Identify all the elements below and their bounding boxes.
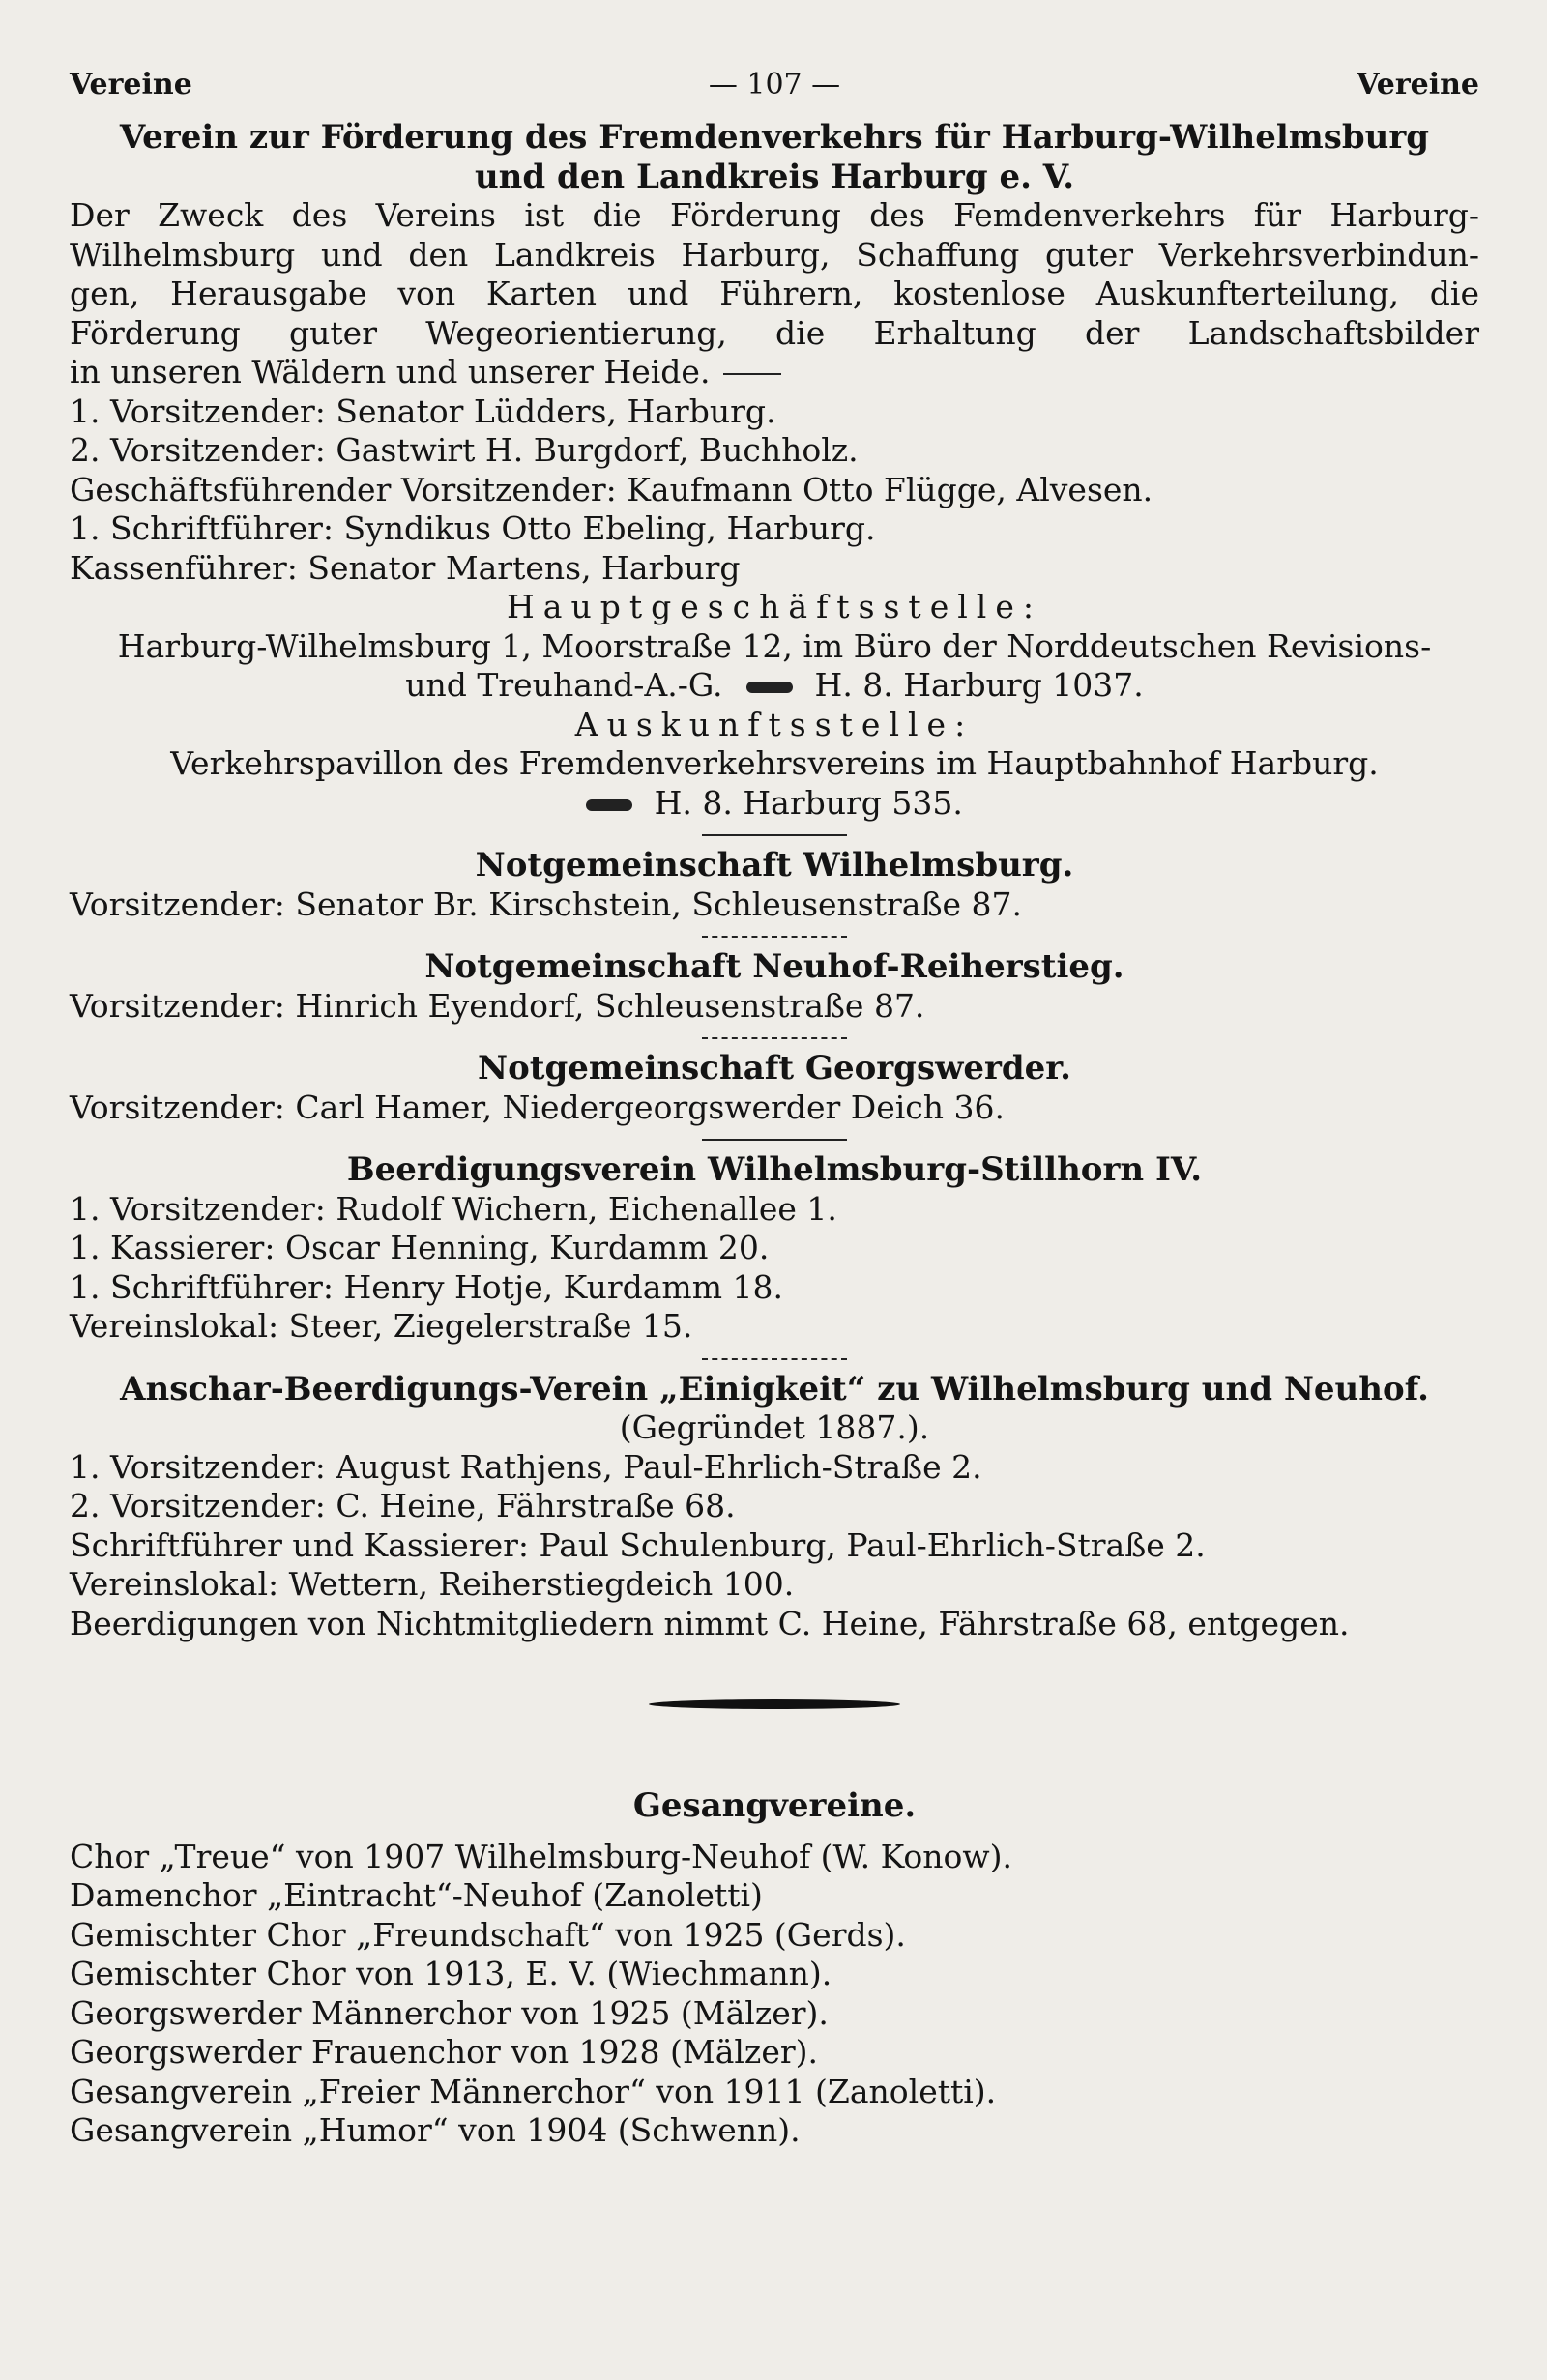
choir-line: Georgswerder Männerchor von 1925 (Mälzer). [70,1993,829,2032]
purpose-line: Wilhelmsburg und den Landkreis Harburg, Schaffung guter Verkehrsverbindun- [70,235,1479,274]
running-header [70,68,1479,118]
choir-line: Damenchor „Eintracht“-Neuhof (Zanoletti) [70,1876,763,1914]
section-title: Notgemeinschaft Wilhelmsburg. [475,846,1074,885]
section-divider [702,1139,847,1141]
purpose-line: Der Zweck des Vereins ist die Förderung des Femdenverkehrs für Harburg- [70,196,1479,234]
title-line: Verein zur Förderung des Fremdenverkehrs für Harburg-Wilhelmsburg [119,118,1430,157]
section-title: Anschar-Beerdigungs-Verein „Einigkeit“ zu Wilhelmsburg und Neuhof. [120,1369,1429,1408]
major-section-separator [649,1699,900,1709]
section-notgemeinschaft-neuhof [70,947,1479,1026]
entry-line: 1. Vorsitzender: Rudolf Wichern, Eichenallee 1. [70,1189,837,1228]
section-divider [702,1037,847,1039]
auskunft-line: Verkehrspavillon des Fremdenverkehrsvereins im Hauptbahnhof Harburg. [170,744,1379,782]
end-dash [723,373,781,375]
entry-line: Vereinslokal: Wettern, Reiherstiegdeich 100. [70,1565,795,1603]
telephone-icon [586,799,632,811]
purpose-line: gen, Herausgabe von Karten und Führern, kostenlose Auskunfterteilung, die [70,275,1479,312]
telephone-icon [746,682,793,693]
hauptgeschaeftsstelle-label: Hauptgeschäftsstelle: [507,588,1042,625]
entry-line: Beerdigungen von Nichtmitgliedern nimmt C. Heine, Fährstraße 68, entgegen. [70,1604,1350,1642]
section-beerdigungsverein [70,1150,1479,1347]
auskunftsstelle-label: Auskunftsstelle: [574,705,975,743]
officer-line: 2. Vorsitzender: Gastwirt H. Burgdorf, Buchholz. [70,431,859,469]
auskunft-phone-line [70,784,1479,824]
section-anschar [70,1370,1479,1644]
purpose-line: Förderung guter Wegeorientierung, die Erhaltung der Landschaftsbilder [70,313,1479,352]
choir-line: Gesangverein „Freier Männerchor“ von 1911 (Zanoletti). [70,2072,997,2110]
entry-line: 1. Vorsitzender: August Rathjens, Paul-Ehrlich-Straße 2. [70,1447,982,1486]
section-notgemeinschaft-wilhelmsburg [70,846,1479,924]
section-title: Beerdigungsverein Wilhelmsburg-Stillhorn IV. [346,1150,1203,1189]
officer-line: Geschäftsführender Vorsitzender: Kaufmann Otto Flügge, Alvesen. [70,470,1153,508]
header-right: Vereine [1357,68,1479,102]
section-fremdenverkehr [70,118,1479,823]
section-gesangvereine [70,1786,1479,2151]
section-divider [702,834,847,836]
choir-line: Georgswerder Frauenchor von 1928 (Mälzer). [70,2033,818,2071]
phone-number: H. 8. Harburg 535. [654,783,963,822]
section-title [70,118,1479,196]
founded-note: (Gegründet 1887.). [619,1408,930,1446]
purpose-line: in unseren Wäldern und unserer Heide. [70,353,711,391]
officer-line: Kassenführer: Senator Martens, Harburg [70,548,741,587]
entry-line: Vorsitzender: Senator Br. Kirschstein, Schleusenstraße 87. [70,885,1022,923]
section-title: Gesangvereine. [632,1786,917,1825]
title-line: und den Landkreis Harburg e. V. [474,157,1075,196]
phone-number: H. 8. Harburg 1037. [814,666,1144,704]
entry-line: Vorsitzender: Hinrich Eyendorf, Schleusenstraße 87. [70,986,925,1025]
entry-line: 1. Kassierer: Oscar Henning, Kurdamm 20. [70,1229,770,1266]
address-line-2 [70,666,1479,706]
address-line: Harburg-Wilhelmsburg 1, Moorstraße 12, im Büro der Norddeutschen Revisions- [117,626,1432,665]
entry-line: 1. Schriftführer: Henry Hotje, Kurdamm 18. [70,1267,783,1306]
choir-line: Gesangverein „Humor“ von 1904 (Schwenn). [70,2111,801,2149]
entry-line: Vereinslokal: Steer, Ziegelerstraße 15. [70,1307,693,1345]
officer-line: 1. Schriftführer: Syndikus Otto Ebeling, Harburg. [70,509,876,547]
section-title: Notgemeinschaft Georgswerder. [478,1049,1071,1088]
purpose-line-last [70,353,1479,392]
section-notgemeinschaft-georgswerder [70,1049,1479,1127]
address-line: und Treuhand-A.-G. [405,666,723,704]
choir-line: Gemischter Chor von 1913, E. V. (Wiechmann). [70,1955,832,1992]
entry-line: Vorsitzender: Carl Hamer, Niedergeorgswerder Deich 36. [70,1088,1006,1126]
page-number: — 107 — [708,68,841,102]
entry-line: Schriftführer und Kassierer: Paul Schulenburg, Paul-Ehrlich-Straße 2. [70,1525,1206,1564]
purpose-text [70,196,1479,392]
header-left: Vereine [70,68,192,102]
choir-line: Gemischter Chor „Freundschaft“ von 1925 (Gerds). [70,1915,906,1954]
choir-line: Chor „Treue“ von 1907 Wilhelmsburg-Neuhof (W. Konow). [70,1837,1013,1875]
officer-line: 1. Vorsitzender: Senator Lüdders, Harburg. [70,392,776,430]
section-title: Notgemeinschaft Neuhof-Reiherstieg. [424,947,1124,986]
section-divider [702,1358,847,1360]
entry-line: 2. Vorsitzender: C. Heine, Fährstraße 68. [70,1487,736,1524]
section-divider [702,936,847,938]
